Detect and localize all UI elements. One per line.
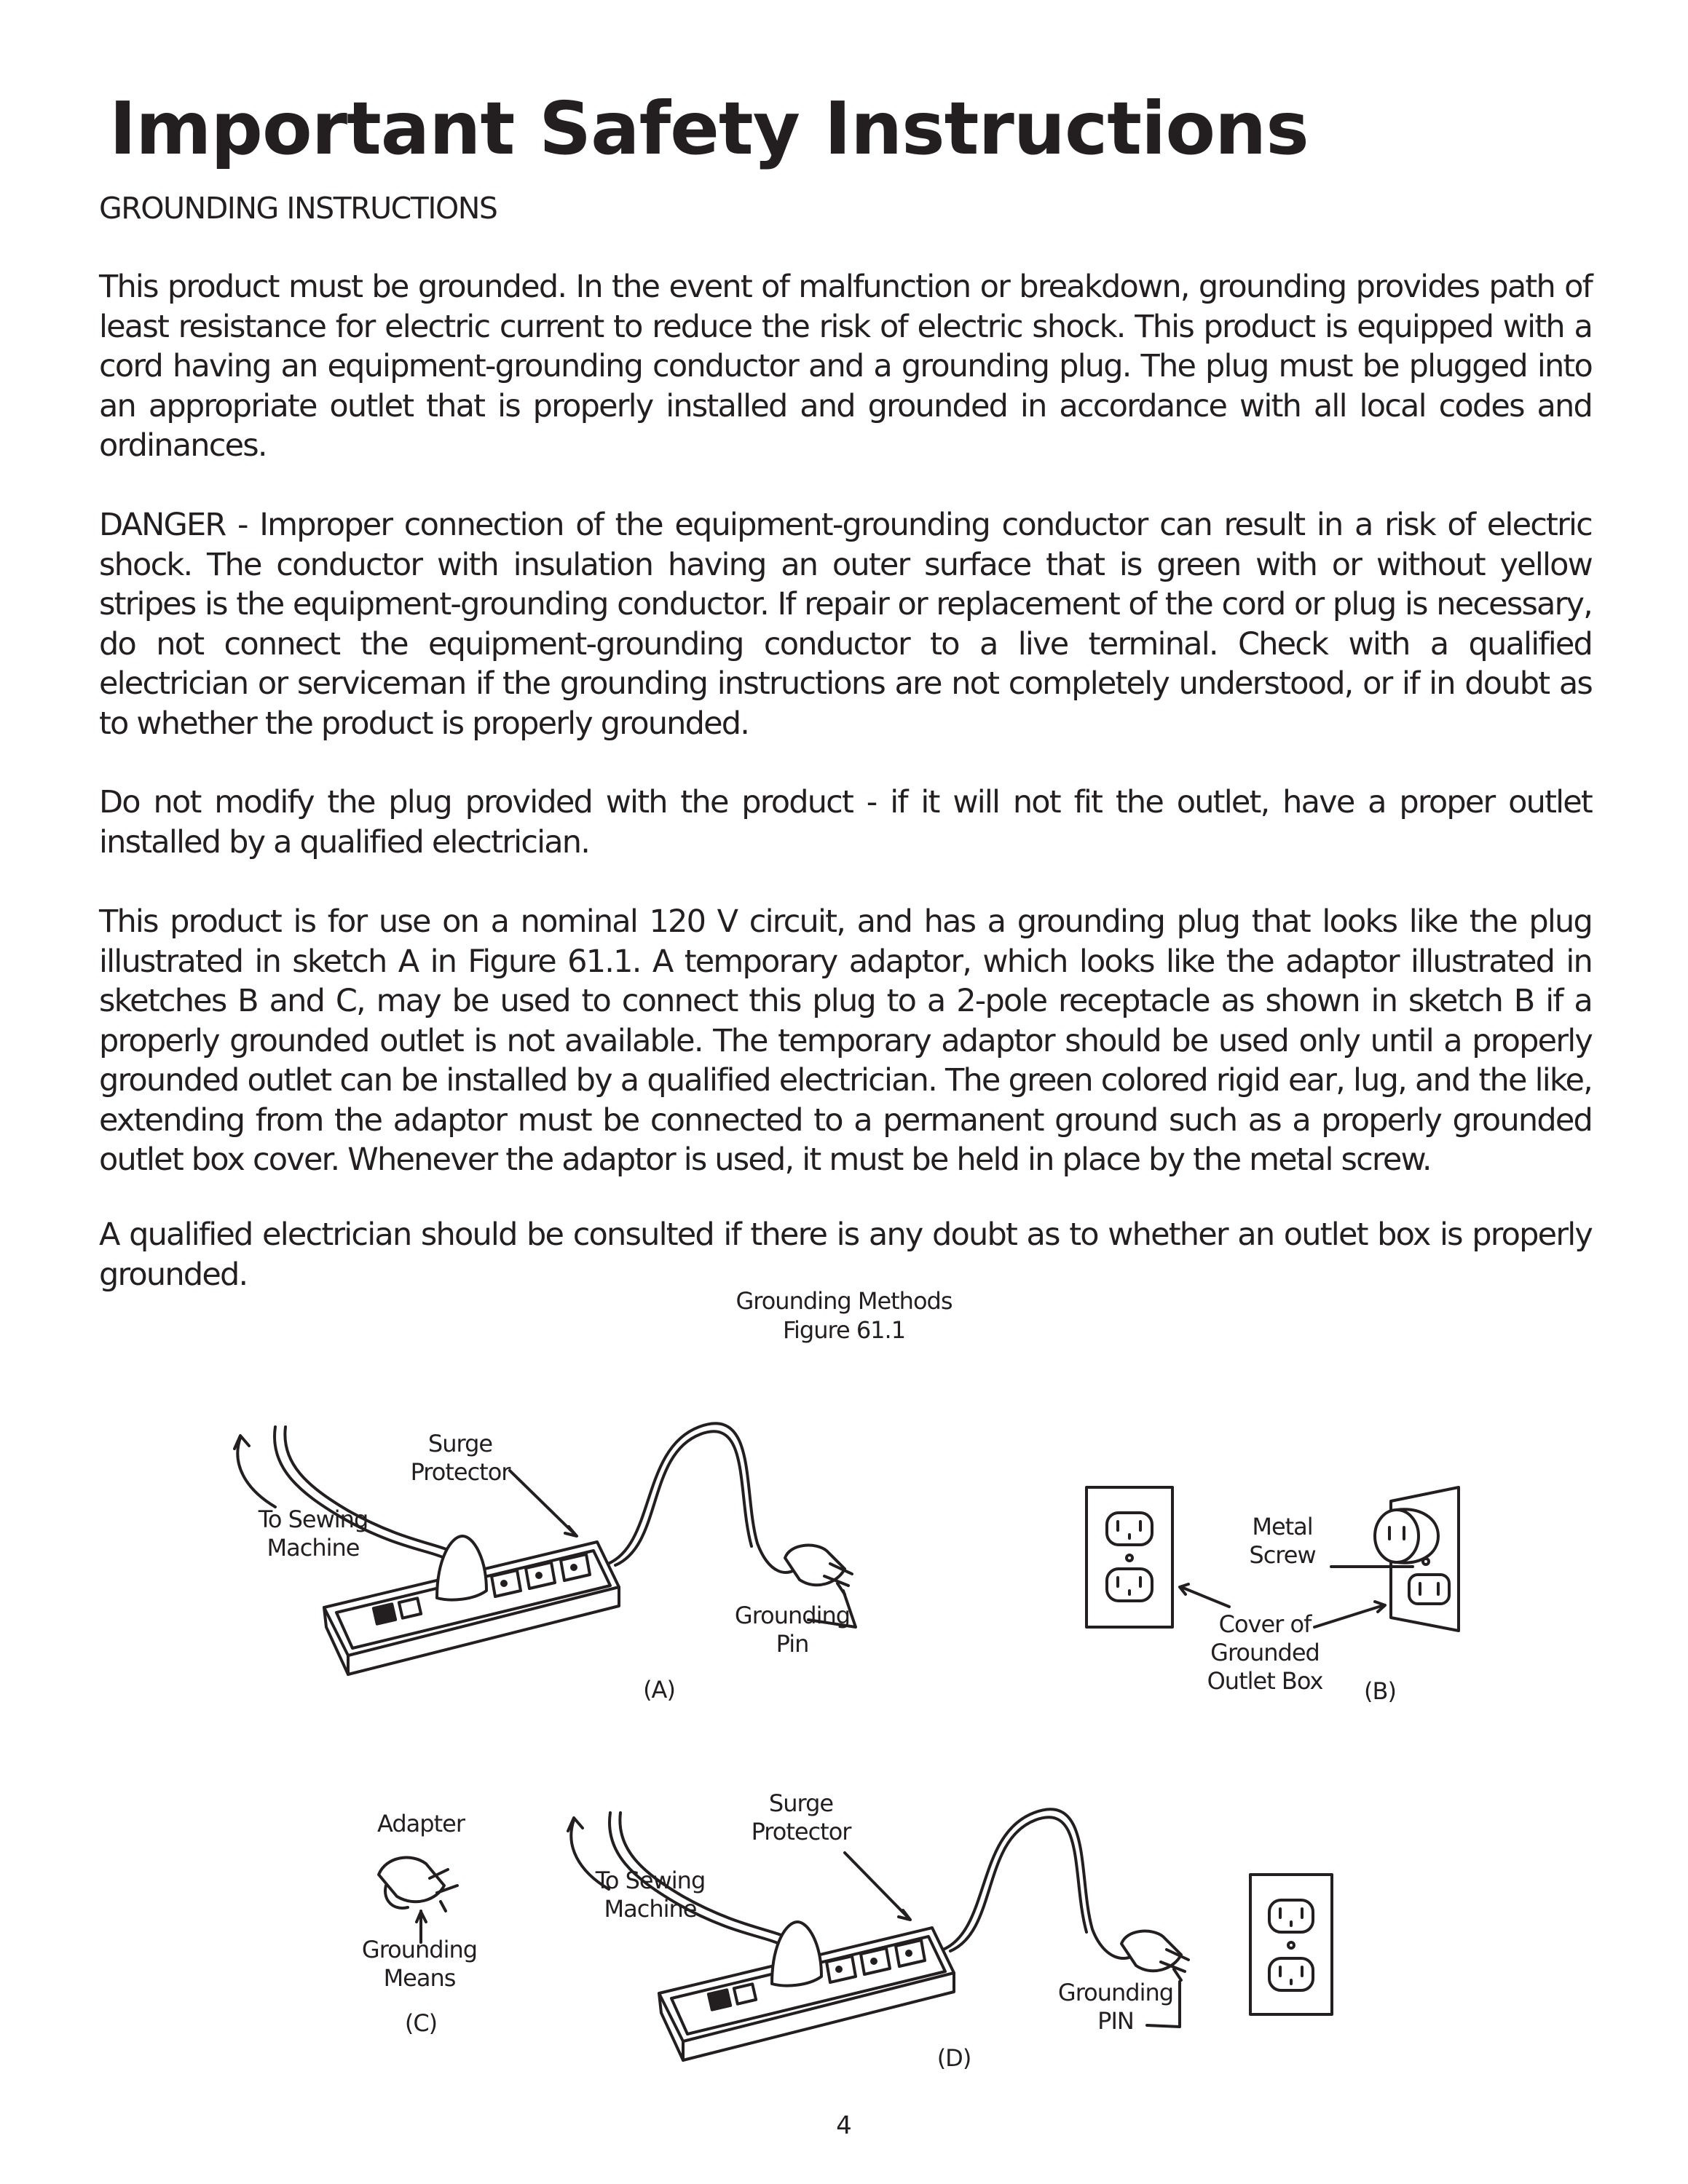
sketch-d-illustration <box>568 1809 1332 2060</box>
paragraph-adaptor: This product is for use on a nominal 120 V circuit, and has a grounding plug that looks like the plug illustrated in sketch A in Figure 61.1. A temporary adaptor, which looks like the adaptor illustrated in sketches B and C, may be used to connect this plug to a 2-pole receptacle as shown in sketch B if a properly grounded outlet is not available. The temporary adaptor should be used only until a properly grounded outlet can be installed by a qualified electrician. The green colored rigid ear, lug, and the like, extending from the adaptor must be connected to a permanent ground such as a properly grounded outlet box cover. Whenever the adaptor is used, it must be held in place by the metal screw. <box>99 903 1592 1178</box>
power-cord <box>608 1423 801 1572</box>
label-c-adapter: Adapter <box>377 1810 465 1837</box>
figure-caption-title: Grounding Methods <box>735 1287 953 1315</box>
label-c-grounding-means: Grounding Means <box>361 1936 478 1992</box>
label-sketch-d: (D) <box>936 2044 971 2072</box>
label-b-metal-screw: Metal Screw <box>1249 1513 1316 1569</box>
label-a-to-sewing-machine: To Sewing Machine <box>258 1506 368 1562</box>
label-d-to-sewing-machine: To Sewing Machine <box>595 1867 706 1923</box>
surge-protector-icon <box>324 1536 619 1674</box>
label-sketch-b: (B) <box>1364 1677 1396 1705</box>
label-sketch-c: (C) <box>404 2009 438 2037</box>
paragraph-grounding: This product must be grounded. In the event of malfunction or breakdown, grounding provides path of least resistance for electric current to reduce the risk of electric shock. This product is equipped with a cord having an equipment-grounding conductor and a grounding plug. The plug must be plugged into an appropriate outlet that is properly installed and grounded in accordance with all local codes and ordinances. <box>99 269 1592 464</box>
sketch-c-illustration <box>379 1858 457 1942</box>
label-d-grounding-pin: Grounding PIN <box>1057 1979 1174 2035</box>
grounding-plug-icon <box>785 1546 852 1594</box>
power-cord <box>943 1809 1140 1958</box>
adapter-icon <box>379 1858 457 1911</box>
label-a-grounding-pin: Grounding Pin <box>734 1602 851 1658</box>
paragraph-modify-plug: Do not modify the plug provided with the product - if it will not fit the outlet, have a proper outlet installed by a qualified electrician. <box>99 784 1592 860</box>
page-title: Important Safety Instructions <box>109 86 1309 171</box>
outlet-box-cover <box>1086 1487 1172 1627</box>
figure-caption-number: Figure 61.1 <box>782 1316 906 1344</box>
label-d-surge-protector: Surge Protector <box>751 1789 851 1845</box>
label-a-surge-protector: Surge Protector <box>410 1430 510 1486</box>
grounding-plug-icon <box>1121 1931 1188 1980</box>
paragraph-consult-electrician: A qualified electrician should be consulted if there is any doubt as to whether an outlet box is properly grounded. <box>99 1216 1592 1293</box>
page-number: 4 <box>836 2111 852 2140</box>
section-heading: GROUNDING INSTRUCTIONS <box>99 191 497 226</box>
paragraph-danger: DANGER - Improper connection of the equipment-grounding conductor can result in a risk of electric shock. The conductor with insulation having an outer surface that is green with or without yellow stripes is the equipment-grounding conductor. If repair or replacement of the cord or plug is necessary, do not connect the equipment-grounding conductor to a live terminal. Check with a qualified electrician or serviceman if the grounding instructions are not completely understood, or if in doubt as to whether the product is properly grounded. <box>99 507 1592 742</box>
label-sketch-a: (A) <box>643 1676 675 1704</box>
outlet-box-cover <box>1250 1875 1332 2014</box>
label-b-cover-grounded-outlet-box: Cover of Grounded Outlet Box <box>1207 1610 1323 1695</box>
up-arrow-icon <box>237 1438 275 1507</box>
surge-protector-icon <box>659 1922 954 2060</box>
